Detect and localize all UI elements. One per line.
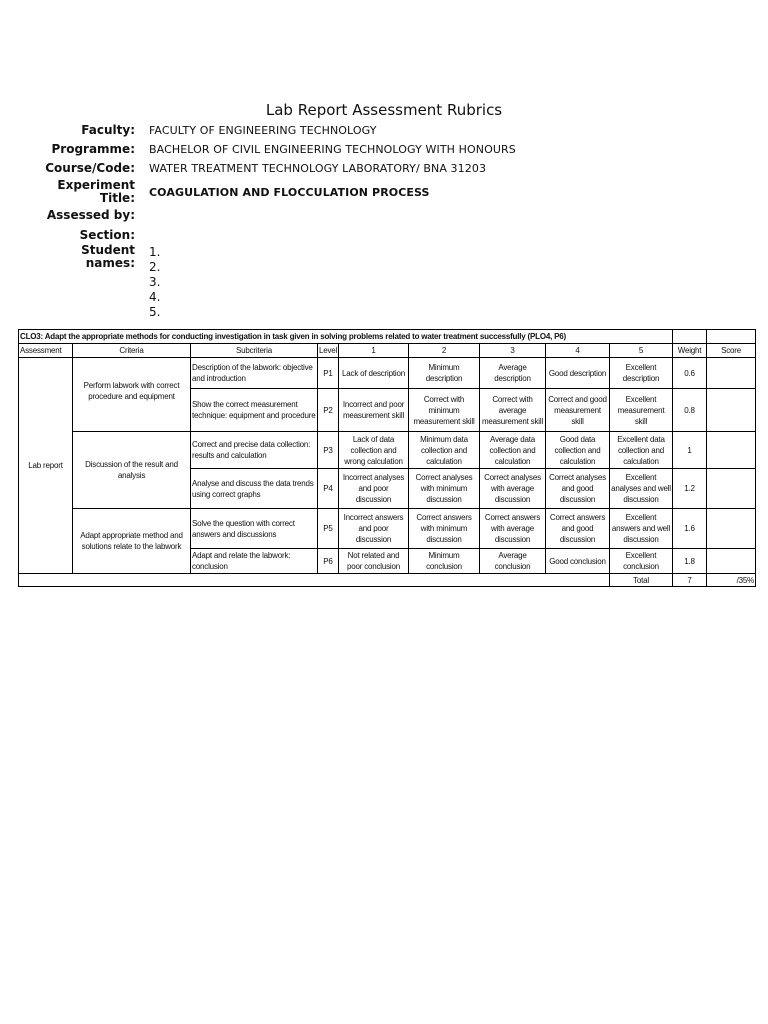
level4-cell: Good data collection and calculation: [546, 432, 610, 469]
score-cell[interactable]: [707, 509, 756, 549]
level4-cell: Good description: [546, 358, 610, 389]
level5-cell: Excellent analyses and well discussion: [610, 469, 673, 509]
rubric-table: [18, 329, 756, 587]
subcriteria-cell: Analyse and discuss the data trends using correct graphs: [191, 469, 318, 509]
level3-cell: Average description: [480, 358, 546, 389]
level2-cell: Minimum conclusion: [409, 549, 480, 574]
course-label: Course/Code:: [45, 161, 135, 175]
level2-cell: Correct analyses with minimum discussion: [409, 469, 480, 509]
level1-cell: Incorrect analyses and poor discussion: [339, 469, 409, 509]
experiment-label: [57, 179, 135, 205]
level5-cell: Excellent measurement skill: [610, 389, 673, 432]
level5-cell: Excellent data collection and calculation: [610, 432, 673, 469]
student-list: [149, 245, 160, 320]
score-cell[interactable]: [707, 432, 756, 469]
student-names-label: [81, 244, 135, 270]
level3-cell: Average conclusion: [480, 549, 546, 574]
subcriteria-cell: Description of the labwork: objective and introduction: [191, 358, 318, 389]
student-item: 5.: [149, 305, 161, 319]
level4-cell: Correct analyses and good discussion: [546, 469, 610, 509]
col-header-subcriteria: Subcriteria: [191, 344, 318, 358]
subcriteria-cell: Adapt and relate the labwork: conclusion: [191, 549, 318, 574]
weight-cell: 0.6: [673, 358, 707, 389]
faculty-label: Faculty:: [81, 123, 135, 137]
total-score: /35%: [707, 574, 756, 587]
level5-cell: Excellent answers and well discussion: [610, 509, 673, 549]
clo-blank-cell: [673, 330, 707, 344]
level2-cell: Minimum description: [409, 358, 480, 389]
level1-cell: Lack of description: [339, 358, 409, 389]
level-cell: P5: [318, 509, 339, 549]
weight-cell: 0.8: [673, 389, 707, 432]
level3-cell: Correct analyses with average discussion: [480, 469, 546, 509]
level3-cell: Average data collection and calculation: [480, 432, 546, 469]
level2-cell: Correct answers with minimum discussion: [409, 509, 480, 549]
assessed-by-label: Assessed by:: [46, 208, 135, 222]
level5-cell: Excellent conclusion: [610, 549, 673, 574]
level4-cell: Correct and good measurement skill: [546, 389, 610, 432]
level1-cell: Not related and poor conclusion: [339, 549, 409, 574]
clo-blank-cell: [707, 330, 756, 344]
score-cell[interactable]: [707, 389, 756, 432]
level2-cell: Correct with minimum measurement skill: [409, 389, 480, 432]
weight-cell: 1.2: [673, 469, 707, 509]
subcriteria-cell: Correct and precise data collection: results and calculation: [191, 432, 318, 469]
student-item: 2.: [149, 260, 161, 274]
experiment-label-line2: Title:: [99, 191, 135, 205]
weight-cell: 1.8: [673, 549, 707, 574]
student-item: 3.: [149, 275, 161, 289]
criteria-cell: Discussion of the result and analysis: [73, 432, 191, 509]
level3-cell: Correct with average measurement skill: [480, 389, 546, 432]
col-header-score: Score: [707, 344, 756, 358]
programme-label: Programme:: [51, 142, 135, 156]
score-cell[interactable]: [707, 549, 756, 574]
col-header-level: Level: [318, 344, 339, 358]
col-header-5: 5: [610, 344, 673, 358]
experiment-label-line1: Experiment: [57, 178, 135, 192]
total-weight: 7: [673, 574, 707, 587]
col-header-4: 4: [546, 344, 610, 358]
total-label: Total: [610, 574, 673, 587]
col-header-assessment: Assessment: [19, 344, 73, 358]
level5-cell: Excellent description: [610, 358, 673, 389]
assessment-cell: Lab report: [19, 358, 73, 574]
weight-cell: 1.6: [673, 509, 707, 549]
level1-cell: Lack of data collection and wrong calculation: [339, 432, 409, 469]
student-label-line2: names:: [85, 256, 135, 270]
course-value: WATER TREATMENT TECHNOLOGY LABORATORY/ BNA 31203: [149, 162, 487, 175]
faculty-value: FACULTY OF ENGINEERING TECHNOLOGY: [149, 124, 377, 137]
experiment-title-value: COAGULATION AND FLOCCULATION PROCESS: [149, 186, 430, 199]
col-header-criteria: Criteria: [73, 344, 191, 358]
level2-cell: Minimum data collection and calculation: [409, 432, 480, 469]
subcriteria-cell: Solve the question with correct answers and discussions: [191, 509, 318, 549]
level-cell: P2: [318, 389, 339, 432]
student-item: 1.: [149, 245, 161, 259]
weight-cell: 1: [673, 432, 707, 469]
col-header-2: 2: [409, 344, 480, 358]
level-cell: P1: [318, 358, 339, 389]
col-header-1: 1: [339, 344, 409, 358]
subcriteria-cell: Show the correct measurement technique: equipment and procedure: [191, 389, 318, 432]
level-cell: P4: [318, 469, 339, 509]
total-blank-cell: [19, 574, 610, 587]
section-label: Section:: [79, 228, 135, 242]
level3-cell: Correct answers with average discussion: [480, 509, 546, 549]
level-cell: P6: [318, 549, 339, 574]
criteria-cell: Adapt appropriate method and solutions relate to the labwork: [73, 509, 191, 574]
student-item: 4.: [149, 290, 161, 304]
programme-value: BACHELOR OF CIVIL ENGINEERING TECHNOLOGY WITH HONOURS: [149, 143, 516, 156]
criteria-cell: Perform labwork with correct procedure and equipment: [73, 358, 191, 432]
level4-cell: Good conclusion: [546, 549, 610, 574]
score-cell[interactable]: [707, 469, 756, 509]
level4-cell: Correct answers and good discussion: [546, 509, 610, 549]
clo-statement: CLO3: Adapt the appropriate methods for conducting investigation in task given in solving problems related to water treatment successfully (PLO4, P6): [19, 330, 673, 344]
student-label-line1: Student: [81, 243, 135, 257]
level-cell: P3: [318, 432, 339, 469]
col-header-weight: Weight: [673, 344, 707, 358]
col-header-3: 3: [480, 344, 546, 358]
level1-cell: Incorrect answers and poor discussion: [339, 509, 409, 549]
score-cell[interactable]: [707, 358, 756, 389]
document-title: Lab Report Assessment Rubrics: [265, 101, 503, 119]
level1-cell: Incorrect and poor measurement skill: [339, 389, 409, 432]
